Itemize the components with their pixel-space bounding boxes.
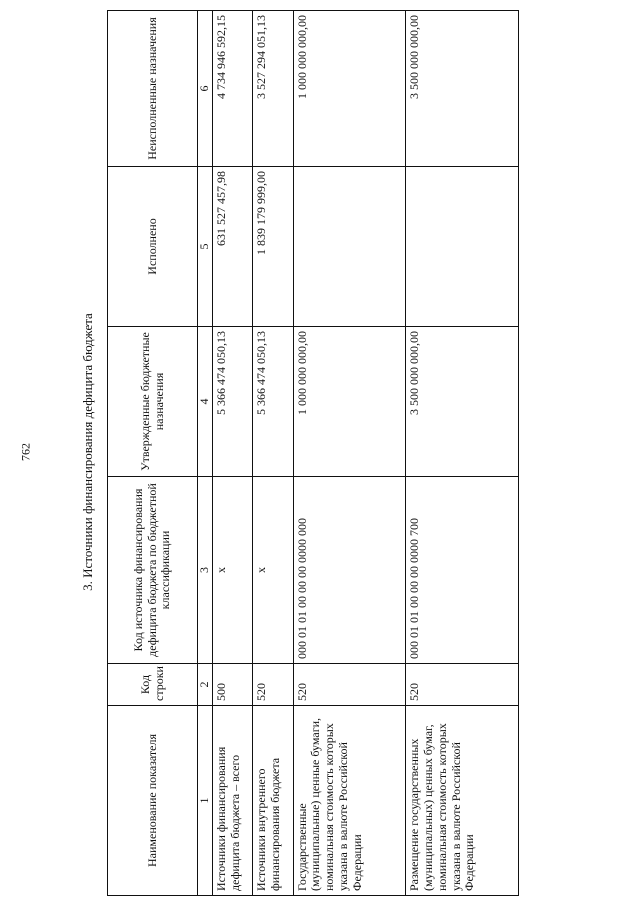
line-code: 500: [213, 664, 253, 706]
executed-amount: 631 527 457,98: [213, 167, 253, 327]
source-code: 000 01 01 00 00 00 0000 700: [406, 477, 519, 664]
header-executed: Исполнено: [108, 167, 198, 327]
indicator-name: Размещение государственных (муниципальных) ценных бумаг, номинальная стоимость которых указана в валюте Российской Федерации: [406, 706, 519, 896]
executed-amount: [406, 167, 519, 327]
indicator-name: Государственные (муниципальные) ценные бумаги, номинальная стоимость которых указана в валюте Российской Федерации: [293, 706, 406, 896]
financing-sources-table: [107, 10, 519, 896]
header-source-code: Код источника финансирования дефицита бюджета по бюджетной классификации: [108, 477, 198, 664]
header-indicator-name: Наименование показателя: [108, 706, 198, 896]
page-number: 762: [18, 443, 33, 461]
line-code: 520: [253, 664, 293, 706]
indicator-name: Источники финансирования дефицита бюджета – всего: [213, 706, 253, 896]
column-number: 1: [198, 706, 213, 896]
unexecuted-amount: 1 000 000 000,00: [293, 11, 406, 167]
approved-amount: 3 500 000 000,00: [406, 327, 519, 477]
table-header-row: [108, 11, 198, 896]
executed-amount: [293, 167, 406, 327]
source-code: х: [213, 477, 253, 664]
table-row: [213, 11, 253, 896]
unexecuted-amount: 3 500 000 000,00: [406, 11, 519, 167]
rotated-table-wrapper: [107, 11, 519, 896]
header-unexecuted: Неисполненные назначения: [108, 11, 198, 167]
indicator-name: Источники внутреннего финансирования бюджета: [253, 706, 293, 896]
table-row: [293, 11, 406, 896]
approved-amount: 1 000 000 000,00: [293, 327, 406, 477]
column-number: 2: [198, 664, 213, 706]
header-approved: Утвержденные бюджетные назначения: [108, 327, 198, 477]
line-code: 520: [406, 664, 519, 706]
unexecuted-amount: 3 527 294 051,13: [253, 11, 293, 167]
source-code: х: [253, 477, 293, 664]
column-number: 6: [198, 11, 213, 167]
table-row: [406, 11, 519, 896]
approved-amount: 5 366 474 050,13: [213, 327, 253, 477]
unexecuted-amount: 4 734 946 592,15: [213, 11, 253, 167]
table-row: [253, 11, 293, 896]
column-number-row: [198, 11, 213, 896]
line-code: 520: [293, 664, 406, 706]
executed-amount: 1 839 179 999,00: [253, 167, 293, 327]
column-number: 4: [198, 327, 213, 477]
approved-amount: 5 366 474 050,13: [253, 327, 293, 477]
header-line-code: Код строки: [108, 664, 198, 706]
column-number: 5: [198, 167, 213, 327]
column-number: 3: [198, 477, 213, 664]
section-title: 3. Источники финансирования дефицита бюджета: [80, 313, 95, 591]
source-code: 000 01 01 00 00 00 0000 000: [293, 477, 406, 664]
